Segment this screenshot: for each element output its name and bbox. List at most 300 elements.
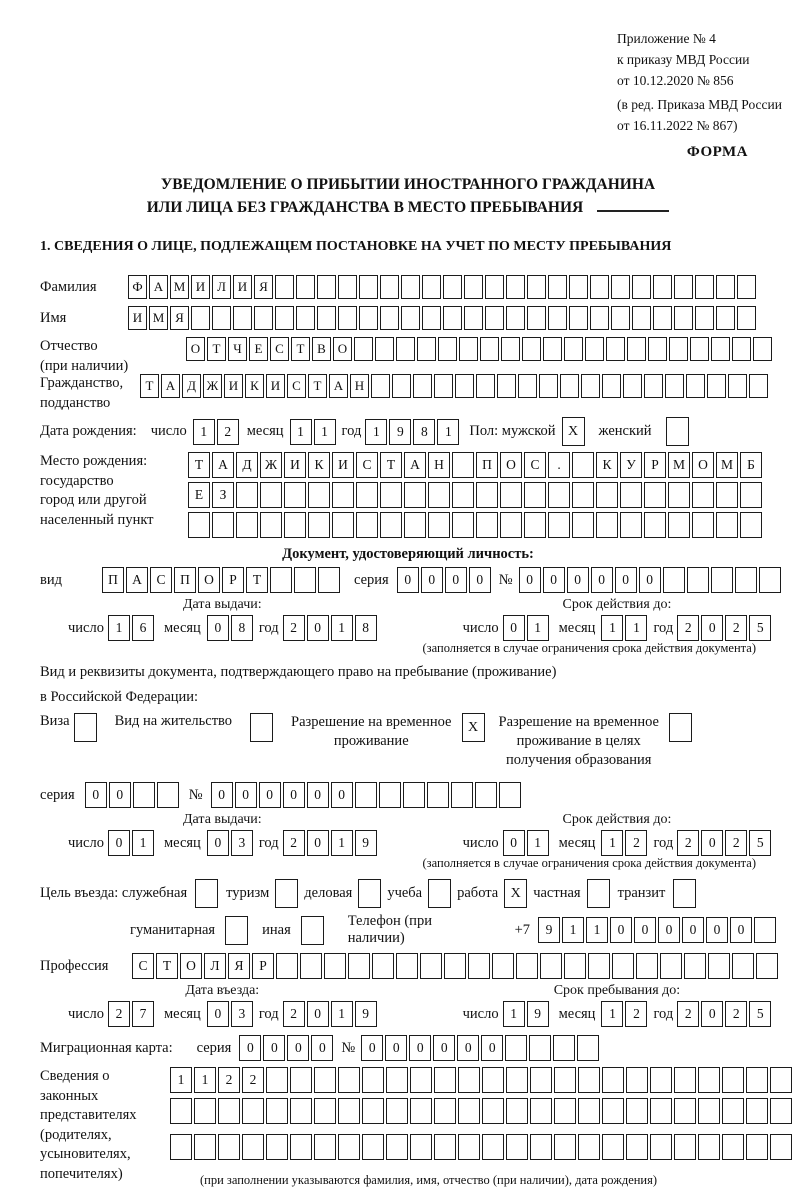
char-cell xyxy=(420,953,442,979)
char-cell xyxy=(590,306,609,330)
char-cell: Е xyxy=(188,482,210,508)
char-cell xyxy=(572,512,594,538)
residence-number-label: № xyxy=(188,786,203,803)
month-label: месяц xyxy=(163,1005,201,1022)
char-cell: 8 xyxy=(413,419,435,445)
doc-number-label: № xyxy=(498,571,513,588)
char-cell: Р xyxy=(252,953,274,979)
char-cell xyxy=(569,275,588,299)
char-cell: Т xyxy=(291,337,310,361)
stay-year xyxy=(677,1001,771,1027)
char-cell xyxy=(540,953,562,979)
char-cell xyxy=(698,1067,720,1093)
char-cell xyxy=(644,512,666,538)
char-cell: 0 xyxy=(207,615,229,641)
char-cell: 1 xyxy=(331,615,353,641)
char-cell xyxy=(620,482,642,508)
char-cell xyxy=(380,512,402,538)
purpose-other-label: иная xyxy=(262,921,291,938)
purpose-other-checkbox xyxy=(301,916,324,945)
char-cell: З xyxy=(212,482,234,508)
char-cell: 1 xyxy=(170,1067,192,1093)
char-cell xyxy=(650,1134,672,1160)
doc-dates-row xyxy=(40,597,776,641)
char-cell xyxy=(548,482,570,508)
char-cell xyxy=(770,1098,792,1124)
char-cell xyxy=(392,374,411,398)
year-label: год xyxy=(258,619,279,636)
char-cell: 0 xyxy=(421,567,443,593)
char-cell: 0 xyxy=(433,1035,455,1061)
char-cell xyxy=(500,512,522,538)
validity-note: (заполняется в случае ограничения срока действия документа) xyxy=(422,856,756,870)
char-cell: 0 xyxy=(519,567,541,593)
char-cell xyxy=(543,337,562,361)
char-cell xyxy=(476,374,495,398)
char-cell: П xyxy=(102,567,124,593)
stay-until-heading: Срок пребывания до: xyxy=(553,983,681,998)
char-cell xyxy=(290,1098,312,1124)
char-cell xyxy=(434,1134,456,1160)
visa-checkbox xyxy=(74,713,97,742)
char-cell xyxy=(410,1134,432,1160)
char-cell: Д xyxy=(182,374,201,398)
char-cell xyxy=(266,1098,288,1124)
char-cell xyxy=(356,512,378,538)
char-cell xyxy=(403,782,425,808)
char-cell xyxy=(527,275,546,299)
char-cell: 1 xyxy=(586,917,608,943)
char-cell xyxy=(458,1098,480,1124)
char-cell xyxy=(401,275,420,299)
char-cell xyxy=(644,482,666,508)
char-cell xyxy=(626,1134,648,1160)
year-label: год xyxy=(653,1005,674,1022)
char-cell: 9 xyxy=(389,419,411,445)
char-cell: Т xyxy=(308,374,327,398)
sex-male-checkbox: X xyxy=(562,417,585,446)
char-cell xyxy=(242,1098,264,1124)
given-name-cells xyxy=(128,306,756,330)
char-cell xyxy=(438,337,457,361)
char-cell: О xyxy=(198,567,220,593)
char-cell xyxy=(722,1067,744,1093)
birth-place-row2 xyxy=(188,482,762,508)
char-cell: П xyxy=(174,567,196,593)
char-cell xyxy=(716,512,738,538)
validity-note: (заполняется в случае ограничения срока действия документа) xyxy=(422,641,756,655)
char-cell xyxy=(653,275,672,299)
char-cell xyxy=(737,275,756,299)
char-cell xyxy=(386,1134,408,1160)
month-label: месяц xyxy=(163,619,201,636)
char-cell: 1 xyxy=(365,419,387,445)
identity-doc-heading: Документ, удостоверяющий личность: xyxy=(282,546,534,562)
char-cell xyxy=(254,306,273,330)
char-cell xyxy=(716,482,738,508)
temp-residence-checkbox: X xyxy=(462,713,485,742)
purpose-label: Цель въезда: служебная xyxy=(40,885,188,901)
char-cell xyxy=(317,306,336,330)
day-label: число xyxy=(68,834,104,851)
char-cell xyxy=(527,306,546,330)
residence-options-row xyxy=(40,713,776,770)
char-cell: О xyxy=(333,337,352,361)
residence-series-label: серия xyxy=(40,786,75,803)
char-cell xyxy=(296,275,315,299)
char-cell xyxy=(698,1134,720,1160)
char-cell xyxy=(338,275,357,299)
char-cell: 0 xyxy=(615,567,637,593)
birth-place-row1 xyxy=(188,452,762,478)
char-cell: 2 xyxy=(677,830,699,856)
residence-issue-day xyxy=(108,830,154,856)
char-cell: 0 xyxy=(701,830,723,856)
char-cell: 1 xyxy=(527,615,549,641)
blank-underline xyxy=(597,210,669,212)
char-cell xyxy=(266,1067,288,1093)
char-cell xyxy=(275,275,294,299)
patronymic-label: Отчество (при наличии) xyxy=(40,338,129,374)
doc-issue-year xyxy=(283,615,377,641)
doc-number-cells xyxy=(519,567,781,593)
char-cell: 0 xyxy=(108,830,130,856)
purpose-study-checkbox xyxy=(428,879,451,908)
given-name-row xyxy=(40,306,776,330)
char-cell xyxy=(665,374,684,398)
char-cell xyxy=(375,337,394,361)
char-cell: Я xyxy=(170,306,189,330)
appendix-block xyxy=(617,28,782,136)
char-cell: К xyxy=(245,374,264,398)
char-cell: 1 xyxy=(132,830,154,856)
char-cell xyxy=(506,1098,528,1124)
char-cell: 2 xyxy=(217,419,239,445)
char-cell xyxy=(308,482,330,508)
char-cell xyxy=(452,512,474,538)
char-cell: 2 xyxy=(725,830,747,856)
char-cell xyxy=(539,374,558,398)
profession-cells xyxy=(132,953,778,979)
char-cell: И xyxy=(284,452,306,478)
char-cell: 0 xyxy=(481,1035,503,1061)
char-cell xyxy=(522,337,541,361)
phone-prefix: +7 xyxy=(514,921,530,938)
char-cell: 0 xyxy=(701,615,723,641)
char-cell xyxy=(434,1098,456,1124)
char-cell: 0 xyxy=(730,917,752,943)
citizenship-cells xyxy=(140,374,768,398)
doc-valid-heading: Срок действия до: xyxy=(562,597,672,612)
char-cell xyxy=(338,306,357,330)
char-cell: И xyxy=(128,306,147,330)
char-cell xyxy=(756,953,778,979)
stay-day xyxy=(503,1001,549,1027)
char-cell xyxy=(242,1134,264,1160)
char-cell xyxy=(626,1098,648,1124)
doc-valid-year xyxy=(677,615,771,641)
char-cell xyxy=(674,1134,696,1160)
char-cell xyxy=(422,275,441,299)
char-cell xyxy=(578,1067,600,1093)
visa-label: Виза xyxy=(40,713,70,729)
residence-valid-year xyxy=(677,830,771,856)
citizenship-row xyxy=(40,374,776,413)
char-cell xyxy=(596,482,618,508)
char-cell xyxy=(482,1134,504,1160)
doc-valid-month xyxy=(601,615,647,641)
stay-until-block xyxy=(463,983,772,1027)
char-cell xyxy=(332,512,354,538)
residence-doc-line1: Вид и реквизиты документа, подтверждающего право на пребывание (проживание) xyxy=(40,664,557,680)
char-cell: 0 xyxy=(207,1001,229,1027)
char-cell: 1 xyxy=(601,615,623,641)
residence-valid-day xyxy=(503,830,549,856)
legal-reps-row3 xyxy=(170,1134,792,1160)
patronymic-row xyxy=(40,337,776,376)
char-cell xyxy=(746,1134,768,1160)
doc-series-label: серия xyxy=(354,571,389,588)
char-cell: 1 xyxy=(108,615,130,641)
char-cell: С xyxy=(524,452,546,478)
year-label: год xyxy=(653,834,674,851)
char-cell: 0 xyxy=(682,917,704,943)
char-cell xyxy=(443,275,462,299)
char-cell xyxy=(284,512,306,538)
residence-valid-block xyxy=(463,812,772,856)
char-cell: 0 xyxy=(503,615,525,641)
char-cell xyxy=(318,567,340,593)
entry-date-block xyxy=(68,983,377,1027)
char-cell: Ч xyxy=(228,337,247,361)
char-cell xyxy=(476,482,498,508)
migration-number-cells xyxy=(361,1035,599,1061)
char-cell xyxy=(524,482,546,508)
char-cell: 9 xyxy=(355,830,377,856)
char-cell xyxy=(548,275,567,299)
char-cell: А xyxy=(149,275,168,299)
char-cell xyxy=(612,953,634,979)
char-cell: Б xyxy=(740,452,762,478)
doc-type-cells xyxy=(102,567,340,593)
char-cell xyxy=(482,1098,504,1124)
char-cell xyxy=(674,1067,696,1093)
char-cell xyxy=(644,374,663,398)
char-cell: 0 xyxy=(287,1035,309,1061)
char-cell: 5 xyxy=(749,830,771,856)
char-cell xyxy=(716,275,735,299)
char-cell xyxy=(314,1067,336,1093)
char-cell xyxy=(485,275,504,299)
char-cell: 0 xyxy=(85,782,107,808)
char-cell xyxy=(413,374,432,398)
char-cell xyxy=(212,512,234,538)
form-label: ФОРМА xyxy=(686,144,748,160)
purpose-work-label: работа xyxy=(457,885,499,901)
doc-series-cells xyxy=(397,567,491,593)
char-cell: О xyxy=(692,452,714,478)
char-cell xyxy=(290,1134,312,1160)
char-cell xyxy=(554,1098,576,1124)
month-label: месяц xyxy=(246,423,284,439)
char-cell xyxy=(669,337,688,361)
appendix-line: от 10.12.2020 № 856 xyxy=(617,73,734,88)
char-cell xyxy=(690,337,709,361)
char-cell: И xyxy=(332,452,354,478)
legal-reps-row1 xyxy=(170,1067,792,1093)
char-cell xyxy=(564,953,586,979)
purpose-humanitarian-label: гуманитарная xyxy=(130,921,216,938)
char-cell xyxy=(708,953,730,979)
char-cell: М xyxy=(149,306,168,330)
char-cell xyxy=(728,374,747,398)
char-cell xyxy=(564,337,583,361)
entry-month xyxy=(207,1001,253,1027)
char-cell: 2 xyxy=(283,1001,305,1027)
birth-date-label: Дата рождения: xyxy=(40,423,137,439)
char-cell: 1 xyxy=(562,917,584,943)
char-cell xyxy=(157,782,179,808)
birth-year-cells xyxy=(365,419,459,445)
char-cell xyxy=(275,306,294,330)
birth-place-row3 xyxy=(188,512,762,538)
char-cell xyxy=(716,306,735,330)
char-cell: 2 xyxy=(725,1001,747,1027)
char-cell: А xyxy=(126,567,148,593)
char-cell xyxy=(260,482,282,508)
char-cell: 1 xyxy=(625,615,647,641)
form-title-line2: ИЛИ ЛИЦА БЕЗ ГРАЖДАНСТВА В МЕСТО ПРЕБЫВАНИЯ xyxy=(146,199,584,216)
char-cell: 0 xyxy=(591,567,613,593)
stay-month xyxy=(601,1001,647,1027)
char-cell xyxy=(476,512,498,538)
char-cell xyxy=(396,337,415,361)
char-cell xyxy=(735,567,757,593)
purpose-work-checkbox: X xyxy=(504,879,527,908)
char-cell: 5 xyxy=(749,615,771,641)
profession-row xyxy=(40,953,776,979)
day-label: число xyxy=(68,619,104,636)
char-cell: Р xyxy=(644,452,666,478)
char-cell xyxy=(266,1134,288,1160)
char-cell xyxy=(480,337,499,361)
char-cell: Л xyxy=(212,275,231,299)
char-cell xyxy=(578,1098,600,1124)
char-cell xyxy=(569,306,588,330)
char-cell xyxy=(401,306,420,330)
char-cell: 0 xyxy=(469,567,491,593)
char-cell xyxy=(674,275,693,299)
temp-residence-edu-checkbox xyxy=(669,713,692,742)
char-cell: Т xyxy=(207,337,226,361)
char-cell: А xyxy=(404,452,426,478)
char-cell xyxy=(451,782,473,808)
char-cell: 0 xyxy=(503,830,525,856)
char-cell: А xyxy=(212,452,234,478)
char-cell xyxy=(506,275,525,299)
char-cell xyxy=(380,306,399,330)
char-cell xyxy=(770,1134,792,1160)
char-cell: 0 xyxy=(701,1001,723,1027)
char-cell xyxy=(711,567,733,593)
char-cell xyxy=(428,482,450,508)
char-cell xyxy=(317,275,336,299)
char-cell: 3 xyxy=(231,830,253,856)
char-cell: 1 xyxy=(601,1001,623,1027)
char-cell xyxy=(648,337,667,361)
year-label: год xyxy=(258,1005,279,1022)
char-cell xyxy=(428,512,450,538)
char-cell xyxy=(359,275,378,299)
char-cell xyxy=(386,1098,408,1124)
char-cell xyxy=(581,374,600,398)
char-cell xyxy=(596,512,618,538)
char-cell: Н xyxy=(350,374,369,398)
edition-line: (в ред. Приказа МВД России xyxy=(617,97,782,112)
char-cell xyxy=(443,306,462,330)
char-cell xyxy=(417,337,436,361)
residence-number-cells xyxy=(211,782,521,808)
char-cell xyxy=(506,1067,528,1093)
char-cell xyxy=(572,452,594,478)
char-cell xyxy=(602,1067,624,1093)
char-cell: 2 xyxy=(283,615,305,641)
day-label: число xyxy=(462,834,499,851)
patronymic-cells xyxy=(186,337,772,361)
char-cell: 0 xyxy=(307,830,329,856)
char-cell xyxy=(516,953,538,979)
char-cell: 0 xyxy=(543,567,565,593)
char-cell xyxy=(650,1098,672,1124)
char-cell: 0 xyxy=(307,1001,329,1027)
char-cell xyxy=(722,1098,744,1124)
char-cell: А xyxy=(161,374,180,398)
char-cell xyxy=(296,306,315,330)
char-cell: Я xyxy=(228,953,250,979)
char-cell: И xyxy=(224,374,243,398)
month-label: месяц xyxy=(558,834,596,851)
residence-issue-month xyxy=(207,830,253,856)
temp-residence-edu-label: Разрешение на временное проживание в целях получения образования xyxy=(498,714,659,768)
purpose-row xyxy=(40,879,776,908)
purpose-study-label: учеба xyxy=(387,885,423,901)
char-cell xyxy=(422,306,441,330)
char-cell: И xyxy=(266,374,285,398)
purpose-tourism-label: туризм xyxy=(226,885,270,901)
char-cell: 0 xyxy=(283,782,305,808)
migration-card-row xyxy=(40,1035,776,1061)
char-cell xyxy=(577,1035,599,1061)
char-cell: 0 xyxy=(307,782,329,808)
char-cell xyxy=(674,306,693,330)
char-cell xyxy=(740,482,762,508)
residence-permit-label: Вид на жительство xyxy=(114,713,233,729)
char-cell xyxy=(276,953,298,979)
char-cell xyxy=(505,1035,527,1061)
char-cell xyxy=(464,275,483,299)
char-cell: 0 xyxy=(311,1035,333,1061)
char-cell xyxy=(620,512,642,538)
doc-type-label: вид xyxy=(40,571,62,588)
char-cell xyxy=(455,374,474,398)
sex-female-checkbox xyxy=(666,417,689,446)
char-cell: Ф xyxy=(128,275,147,299)
char-cell xyxy=(380,482,402,508)
char-cell xyxy=(458,1134,480,1160)
char-cell: 0 xyxy=(259,782,281,808)
doc-valid-block xyxy=(463,597,772,641)
char-cell xyxy=(218,1134,240,1160)
